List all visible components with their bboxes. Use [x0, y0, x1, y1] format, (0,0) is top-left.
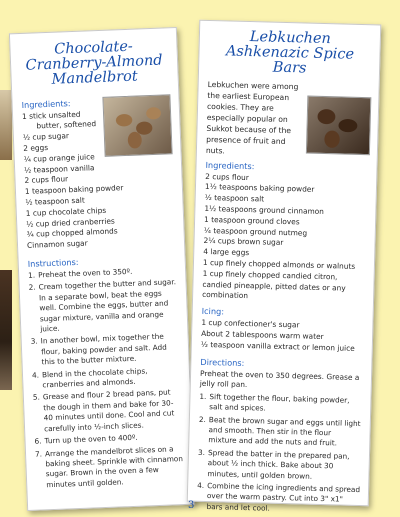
mandelbrot-photo: [102, 94, 172, 157]
direction-step: [199, 392, 362, 417]
step-number: 4.: [197, 480, 205, 491]
step-text: Preheat the oven to 350º.: [38, 266, 133, 280]
instruction-step: [32, 365, 181, 391]
ingredient-item: ½ cup sugar: [22, 131, 70, 143]
direction-step: [197, 448, 361, 483]
instruction-step: [33, 388, 182, 435]
edge-photo-top: [0, 90, 12, 160]
recipe-title: [19, 38, 169, 89]
lebkuchen-photo: [306, 96, 371, 156]
ingredient-item: 4 large eggs: [203, 247, 250, 258]
instructions-list: [28, 265, 184, 491]
ingredient-item: 2 eggs: [23, 143, 49, 153]
step-text: Turn up the oven to 400º.: [44, 432, 138, 446]
direction-step: [196, 481, 360, 516]
icing-list: [201, 318, 365, 355]
ingredient-item: ½ teaspoon salt: [204, 193, 265, 204]
directions-heading: Directions:: [200, 356, 245, 368]
ingredient-item: 1 teaspoon ground cloves: [204, 214, 300, 227]
step-text: In another bowl, mix together the flour, baking powder and salt. Add this to the butter mixture.: [40, 332, 167, 367]
icing-item: 1 cup confectioner's sugar: [201, 318, 300, 330]
title-line: Mandelbrot: [51, 68, 139, 89]
icing-heading: Icing:: [201, 306, 225, 317]
icing-item: About 2 tablespoons warm water: [201, 328, 324, 342]
ingredient-item: 1 cup chocolate chips: [25, 205, 107, 218]
instructions-heading: Instructions:: [27, 256, 79, 269]
step-text: Sift together the flour, baking powder, salt and spices.: [209, 391, 350, 413]
ingredients-heading: Ingredients:: [21, 97, 71, 110]
ingredient-item: 1 teaspoon baking powder: [24, 183, 124, 197]
step-text: Combine the icing ingredients and spread over the warm pastry. Cut into 3" x1" bars and let cool.: [206, 481, 361, 513]
step-number: 6.: [34, 436, 42, 446]
title-line: Cranberry-Almond: [25, 52, 163, 74]
ingredient-item: ¼ cup orange juice: [23, 152, 95, 164]
edge-photo-bottom: [0, 270, 12, 390]
ingredient-item: 1 stick unsalted: [21, 109, 81, 121]
ingredient-item: butter, softened: [36, 119, 97, 131]
ingredient-item: ½ teaspoon salt: [25, 195, 85, 207]
ingredient-item: ½ cup dried cranberries: [26, 216, 115, 229]
title-line: Lebkuchen: [249, 29, 332, 48]
step-text: Cream together the butter and sugar. In a separate bowl, beat the eggs well. Combine the eggs, butter and sugar mixture, vanilla and orange juice.: [38, 277, 177, 334]
step-number: 5.: [32, 392, 41, 403]
instruction-step: [28, 278, 178, 336]
step-text: Blend in the chocolate chips, cranberries and almonds.: [41, 366, 148, 390]
ingredient-item: 2 cups flour: [205, 171, 249, 182]
step-text: Spread the batter in the prepared pan, about ½ inch thick. Bake about 30 minutes, until golden brown.: [207, 447, 350, 481]
ingredient-item: 2¼ cups brown sugar: [203, 236, 284, 248]
step-number: 3.: [197, 447, 206, 457]
step-number: 1.: [199, 391, 207, 401]
recipe-card-lebkuchen: [187, 20, 382, 513]
icing-item: ½ teaspoon vanilla extract or lemon juice: [200, 339, 355, 353]
ingredient-item: 2 cups flour: [24, 174, 69, 186]
step-text: Beat the brown sugar and eggs until light and smooth. Then stir in the flour mixture and add the nuts and fruit.: [208, 414, 361, 448]
step-number: 3.: [30, 336, 38, 347]
ingredient-item: 1½ teaspoons ground cinnamon: [204, 203, 325, 217]
page-number: 3: [188, 500, 195, 511]
instruction-step: [31, 332, 180, 369]
ingredient-item: 1 cup finely chopped candied citron, candied pineapple, pitted dates or any combination: [202, 268, 346, 301]
directions-list: [196, 392, 362, 517]
title-line: Ashkenazic Spice Bars: [225, 43, 355, 77]
ingredient-item: ½ teaspoon vanilla: [23, 162, 95, 175]
title-line: Chocolate-: [53, 38, 134, 58]
recipe-title: [208, 29, 372, 79]
instruction-step: [35, 444, 184, 491]
direction-step: [198, 414, 362, 449]
ingredient-item: 1½ teaspoons baking powder: [204, 182, 315, 195]
step-number: 2.: [198, 414, 206, 424]
directions-intro: Preheat the oven to 350 degrees. Grease a jelly roll pan.: [199, 368, 360, 390]
step-number: 7.: [34, 448, 43, 459]
ingredient-item: Cinnamon sugar: [26, 238, 88, 251]
ingredients-list: [202, 172, 368, 306]
step-number: 2.: [28, 282, 36, 293]
step-number: 4.: [31, 370, 40, 380]
ingredient-item: ¼ teaspoon ground nutmeg: [203, 225, 308, 238]
step-text: Grease and flour 2 bread pans, put the dough in them and bake for 30-40 minutes until done. Cool and cut carefully into ½-inch slices.: [42, 387, 175, 434]
recipe-card-mandelbrot: [9, 27, 195, 511]
ingredients-heading: Ingredients:: [205, 159, 255, 171]
recipe-intro: Lebkuchen were among the earliest European cookies. They are especially popular on Sukkot because of the presence of fruit and nuts.: [205, 79, 299, 156]
ingredient-item: ¾ cup chopped almonds: [26, 226, 118, 240]
step-text: Arrange the mandelbrot slices on a baking sheet. Sprinkle with cinnamon sugar. Brown in the oven a few minutes until golden.: [44, 443, 184, 490]
step-number: 1.: [28, 270, 36, 280]
ingredient-item: 1 cup finely chopped almonds or walnuts: [202, 257, 356, 271]
